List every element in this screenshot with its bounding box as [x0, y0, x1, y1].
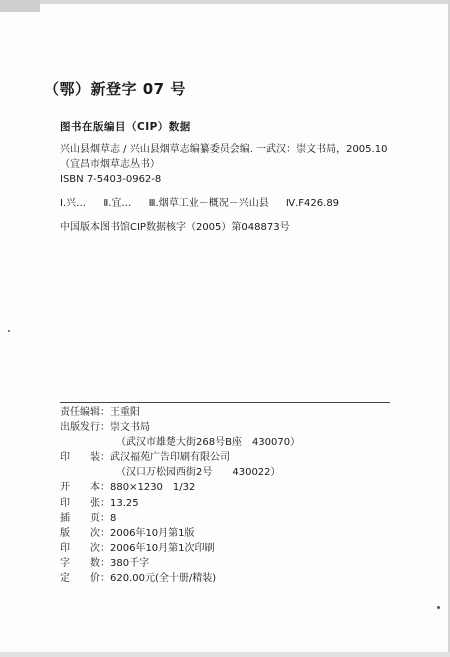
- imprint-row-printer: [60, 450, 300, 465]
- imprint-block: [60, 405, 300, 586]
- imprint-row-edition: [60, 526, 300, 541]
- imprint-value: 13.25: [110, 497, 139, 509]
- imprint-label: 字 数：: [60, 557, 110, 569]
- address-text: （武汉市雄楚大街268号B座 430070）: [116, 437, 301, 449]
- imprint-printer-address: [60, 465, 300, 480]
- imprint-row-publisher: [60, 420, 300, 435]
- cip-subject: Ⅳ.F426.89: [285, 198, 340, 209]
- imprint-row-printing: [60, 541, 300, 556]
- imprint-value: 崇文书局: [110, 422, 150, 434]
- imprint-row-editor: [60, 405, 300, 420]
- scan-edge-top: [0, 0, 450, 4]
- scan-speck: [437, 606, 440, 609]
- cip-subject: Ⅱ.宜…: [103, 198, 132, 209]
- cip-title: 图书在版编目（CIP）数据: [60, 121, 191, 133]
- imprint-value: 8: [110, 512, 117, 524]
- imprint-label: 开 本：: [60, 482, 110, 494]
- imprint-value: 620.00元(全十册/精装): [110, 573, 217, 585]
- imprint-value: 王重阳: [110, 407, 140, 418]
- cip-line-series: （宜昌市烟草志丛书）: [60, 159, 160, 170]
- imprint-value: 2006年10月第1版: [110, 527, 195, 539]
- cip-data-number: 中国版本图书馆CIP数据核字（2005）第048873号: [60, 222, 290, 233]
- imprint-value: 380千字: [110, 557, 150, 569]
- imprint-value: 880×1230 1/32: [110, 482, 196, 494]
- address-text: （汉口万松园西街2号 430022）: [116, 467, 281, 479]
- imprint-value: 武汉福苑广告印刷有限公司: [110, 452, 230, 464]
- imprint-publisher-address: [60, 435, 300, 450]
- imprint-row-sheets: [60, 496, 300, 511]
- imprint-row-format: [60, 480, 300, 495]
- imprint-label: 印 次：: [60, 542, 110, 554]
- cip-record: [60, 142, 440, 235]
- imprint-label: 责任编辑：: [60, 407, 110, 418]
- cip-subject: Ⅲ.烟草工业－概况－兴山县: [148, 198, 269, 209]
- imprint-row-price: [60, 571, 300, 586]
- imprint-label: 版 次：: [60, 527, 110, 539]
- scan-corner-shadow: [0, 0, 40, 12]
- imprint-value: 2006年10月第1次印刷: [110, 542, 215, 554]
- cip-line-title: 兴山县烟草志 / 兴山县烟草志编纂委员会编. 一武汉：崇文书局，2005.10: [60, 144, 388, 155]
- cip-subject: Ⅰ.兴…: [60, 198, 87, 209]
- divider-rule: [60, 402, 390, 403]
- cip-subjects: [60, 196, 440, 211]
- imprint-row-plates: [60, 511, 300, 526]
- imprint-label: 插 页：: [60, 512, 110, 524]
- imprint-row-words: [60, 556, 300, 571]
- scan-speck: [8, 330, 10, 332]
- imprint-label: 定 价：: [60, 573, 110, 585]
- scan-edge-bottom: [0, 652, 450, 657]
- cip-isbn: ISBN 7-5403-0962-8: [60, 174, 162, 185]
- imprint-label: 印 装：: [60, 452, 110, 464]
- imprint-label: 出版发行：: [60, 422, 110, 434]
- imprint-label: 印 张：: [60, 497, 110, 509]
- registration-number: （鄂）新登字 07 号: [44, 80, 186, 98]
